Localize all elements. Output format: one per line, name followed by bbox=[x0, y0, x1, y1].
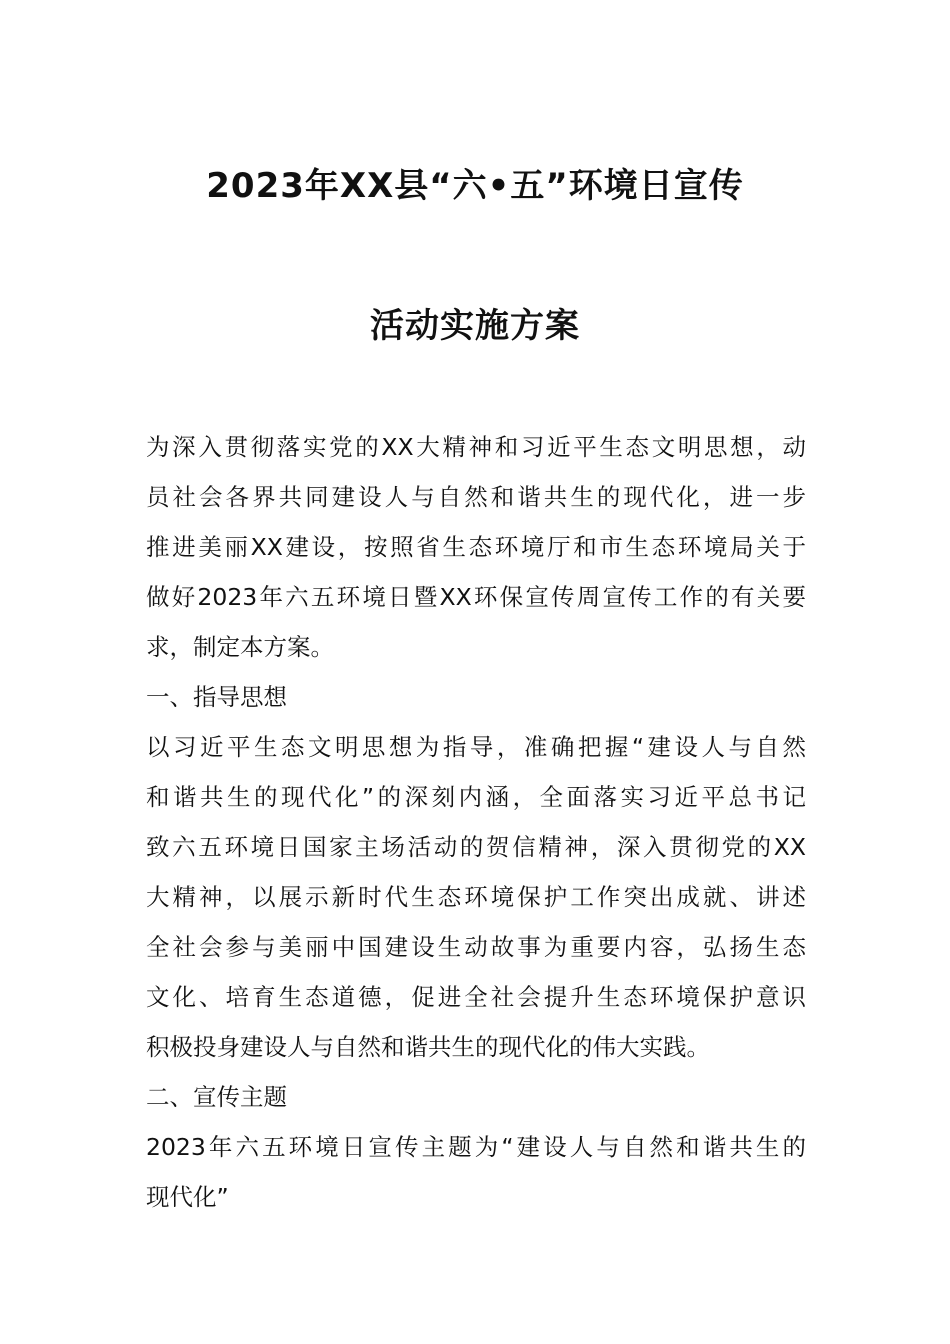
document-title-line-1: 2023年XX县“六•五”环境日宣传 bbox=[206, 166, 744, 206]
section-1-heading: 一、指导思想 bbox=[146, 683, 287, 711]
section-2-heading: 二、宣传主题 bbox=[146, 1083, 287, 1111]
intro-line: 做好2023年六五环境日暨XX环保宣传周宣传工作的有关要 bbox=[146, 583, 806, 611]
section-1-line: 以习近平生态文明思想为指导，准确把握“建设人与自然 bbox=[146, 733, 806, 761]
section-2-paragraph bbox=[146, 1122, 806, 1222]
section-2-line: 2023年六五环境日宣传主题为“建设人与自然和谐共生的 bbox=[146, 1133, 806, 1161]
section-1-line: 和谐共生的现代化”的深刻内涵，全面落实习近平总书记 bbox=[146, 783, 806, 811]
section-1-line: 文化、培育生态道德，促进全社会提升生态环境保护意识 bbox=[146, 983, 806, 1011]
section-1-paragraph bbox=[146, 722, 806, 1072]
document-title-line-2: 活动实施方案 bbox=[370, 306, 580, 346]
section-1-line: 致六五环境日国家主场活动的贺信精神，深入贯彻党的XX bbox=[146, 833, 806, 861]
section-1-line: 全社会参与美丽中国建设生动故事为重要内容，弘扬生态 bbox=[146, 933, 806, 961]
intro-paragraph bbox=[146, 422, 806, 672]
section-1-line: 大精神，以展示新时代生态环境保护工作突出成就、讲述 bbox=[146, 883, 806, 911]
intro-line: 员社会各界共同建设人与自然和谐共生的现代化，进一步 bbox=[146, 483, 806, 511]
intro-line: 推进美丽XX建设，按照省生态环境厅和市生态环境局关于 bbox=[146, 533, 806, 561]
section-2-line: 现代化” bbox=[146, 1183, 229, 1211]
section-1-line: 积极投身建设人与自然和谐共生的现代化的伟大实践。 bbox=[146, 1033, 710, 1061]
intro-line: 为深入贯彻落实党的XX大精神和习近平生态文明思想，动 bbox=[146, 433, 806, 461]
intro-line: 求，制定本方案。 bbox=[146, 633, 334, 661]
